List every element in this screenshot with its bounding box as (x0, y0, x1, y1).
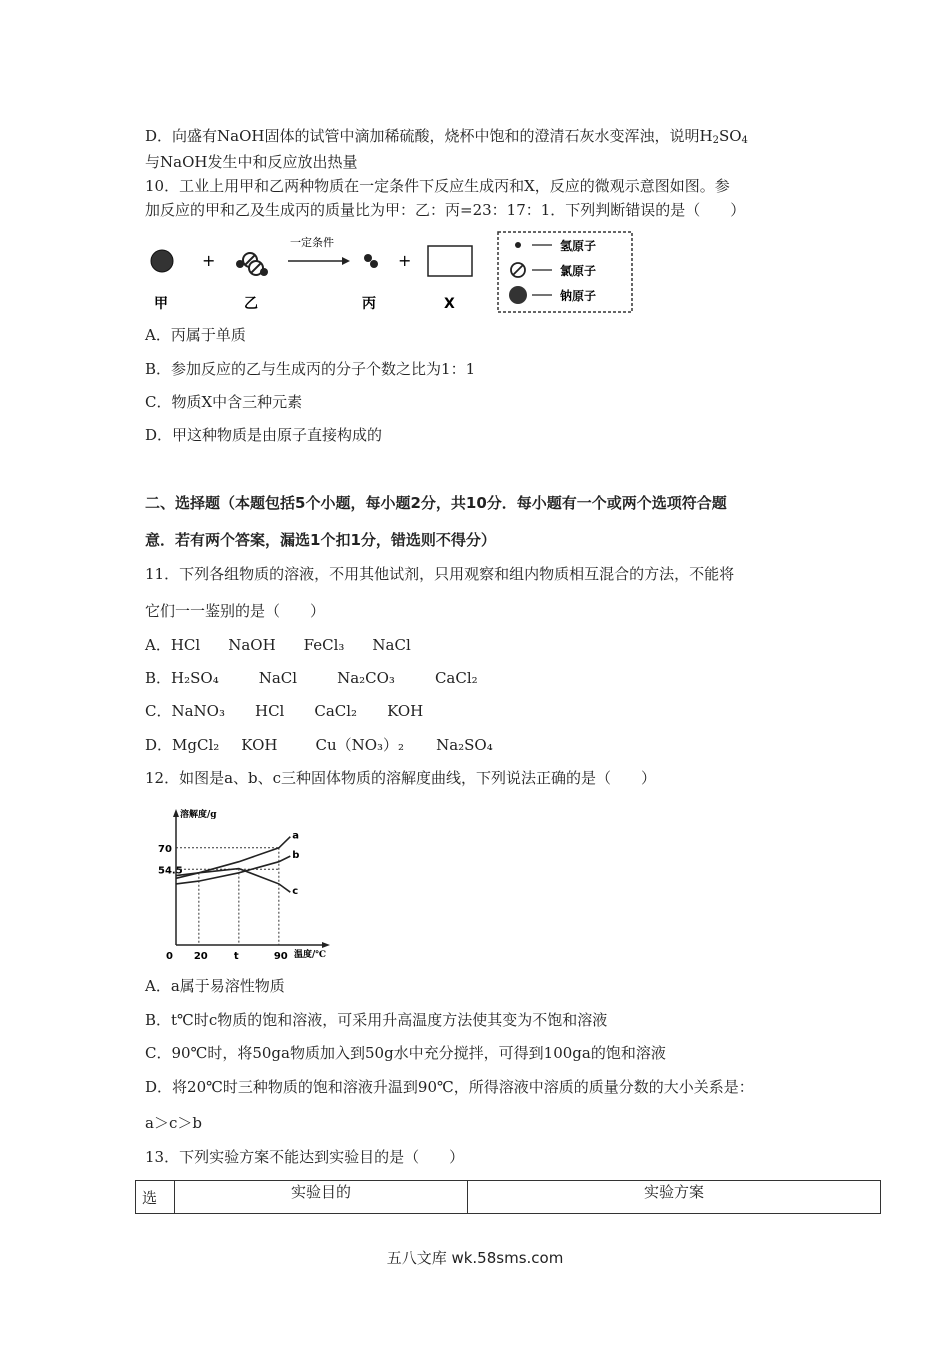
hydrogen-atom-icon (515, 242, 521, 248)
q11-stem-line2: 它们一一鉴别的是（ ） (145, 602, 326, 620)
q12-stem: 12．如图是a、b、c三种固体物质的溶解度曲线，下列说法正确的是（ ） (145, 769, 657, 787)
label-bing: 丙 (362, 296, 376, 312)
table-header-cell: 实验目的 (175, 1181, 468, 1214)
q9-d-sub2: 4 (741, 135, 748, 146)
q9-option-d-line1 (145, 126, 748, 146)
q10-stem-line2: 加反应的甲和乙及生成丙的质量比为甲：乙：丙=23：17：1．下列判断错误的是（ ） (145, 201, 746, 219)
x-axis-label: 温度/℃ (294, 950, 327, 960)
hcl-molecule-icon (236, 253, 268, 276)
legend-sodium: 钠原子 (560, 289, 597, 303)
q11-d-item: MgCl₂ (172, 736, 220, 754)
q11-d-item: KOH (241, 736, 278, 754)
q13-table (135, 1180, 881, 1214)
series-label-c: c (292, 886, 299, 898)
table-header-row (136, 1181, 881, 1214)
series-line-c (176, 869, 290, 893)
q11-a-item: FeCl₃ (303, 636, 345, 654)
q11-d-item: Na₂SO₄ (436, 736, 493, 754)
q10-option-c: C．物质X中含三种元素 (145, 393, 303, 411)
q11-c-label: C． (145, 702, 172, 720)
x-axis-arrow-icon (322, 942, 330, 948)
q11-d-item: Cu（NO₃）₂ (315, 736, 405, 754)
reaction-micro-diagram (140, 228, 640, 318)
unknown-x-box (428, 246, 472, 276)
y-axis-arrow-icon (173, 809, 179, 817)
section2-heading-line1: 二、选择题（本题包括5个小题，每小题2分，共10分．每小题有一个或两个选项符合题 (145, 494, 727, 512)
q11-stem-line1: 11．下列各组物质的溶液，不用其他试剂，只用观察和组内物质相互混合的方法，不能将 (145, 565, 735, 583)
table-header-cell: 选 (136, 1181, 175, 1214)
label-jia: 甲 (154, 296, 168, 312)
label-yi: 乙 (244, 296, 258, 312)
q11-a-item: HCl (170, 636, 201, 654)
q10-stem-line1: 10．工业上用甲和乙两种物质在一定条件下反应生成丙和X，反应的微观示意图如图。参 (145, 177, 730, 195)
q11-b-label: B． (145, 669, 172, 687)
table-header-cell: 实验方案 (468, 1181, 881, 1214)
q11-a-item: NaOH (228, 636, 276, 654)
x-tick-label: t (233, 951, 239, 962)
y-tick-label: 70 (158, 843, 172, 855)
q12-option-a: A．a属于易溶性物质 (145, 977, 285, 995)
series-line-a (176, 837, 290, 879)
y-tick-label: 54.5 (158, 865, 183, 877)
hydrogen-molecule-icon (364, 254, 378, 268)
q11-c-item: CaCl₂ (314, 702, 358, 720)
y-axis-label: 溶解度/g (180, 810, 217, 820)
q10-option-b: B．参加反应的乙与生成丙的分子个数之比为1：1 (145, 360, 476, 378)
arrow-head-icon (342, 257, 350, 265)
q11-option-a (145, 635, 411, 655)
q12-option-b: B．t℃时c物质的饱和溶液，可采用升高温度方法使其变为不饱和溶液 (145, 1011, 608, 1029)
x-tick-label: 20 (193, 951, 208, 962)
q11-b-item: H₂SO₄ (171, 669, 219, 687)
series-label-a: a (292, 830, 300, 842)
q12-option-c: C．90℃时，将50ga物质加入到50g水中充分搅拌，可得到100ga的饱和溶液 (145, 1044, 666, 1062)
q11-c-item: HCl (255, 702, 285, 720)
q11-d-label: D． (145, 736, 173, 754)
sodium-legend-icon (509, 286, 527, 304)
label-x: X (444, 296, 455, 312)
q11-option-d (145, 735, 493, 755)
plus-sign-2: + (398, 251, 412, 270)
q11-b-item: Na₂CO₃ (337, 669, 395, 687)
q11-c-item: NaNO₃ (171, 702, 225, 720)
q10-option-a: A．丙属于单质 (145, 326, 246, 344)
q11-c-item: KOH (387, 702, 424, 720)
q10-option-d: D．甲这种物质是由原子直接构成的 (145, 426, 383, 444)
q11-b-item: NaCl (258, 669, 298, 687)
reaction-condition: 一定条件 (290, 236, 334, 249)
q13-stem: 13．下列实验方案不能达到实验目的是（ ） (145, 1148, 465, 1166)
x-tick-label: 90 (273, 951, 288, 962)
q9-d-text-a: D．向盛有NaOH固体的试管中滴加稀硫酸，烧杯中饱和的澄清石灰水变浑浊，说明H (145, 127, 713, 145)
x-tick-label: 0 (166, 951, 173, 962)
legend-hydrogen: 氢原子 (560, 239, 597, 253)
q9-option-d-line2: 与NaOH发生中和反应放出热量 (145, 153, 358, 171)
q11-b-item: CaCl₂ (434, 669, 478, 687)
q9-d-sub1: 2 (712, 135, 719, 146)
q11-option-b (145, 668, 478, 688)
q11-a-item: NaCl (372, 636, 411, 654)
q12-option-d: D．将20℃时三种物质的饱和溶液升温到90℃，所得溶液中溶质的质量分数的大小关系是： (145, 1078, 754, 1096)
section2-heading-line2: 意．若有两个答案，漏选1个扣1分，错选则不得分） (145, 531, 496, 549)
q9-d-text-b: SO (718, 127, 742, 145)
legend-chlorine: 氯原子 (560, 264, 597, 278)
solubility-curve-chart (160, 805, 345, 965)
q11-option-c (145, 701, 423, 721)
q12-option-d-cont: a＞c＞b (145, 1114, 202, 1132)
plus-sign-1: + (202, 251, 216, 270)
q11-a-label: A． (145, 636, 171, 654)
footer-watermark: 五八文库 wk.58sms.com (386, 1249, 564, 1267)
series-label-b: b (292, 850, 300, 862)
